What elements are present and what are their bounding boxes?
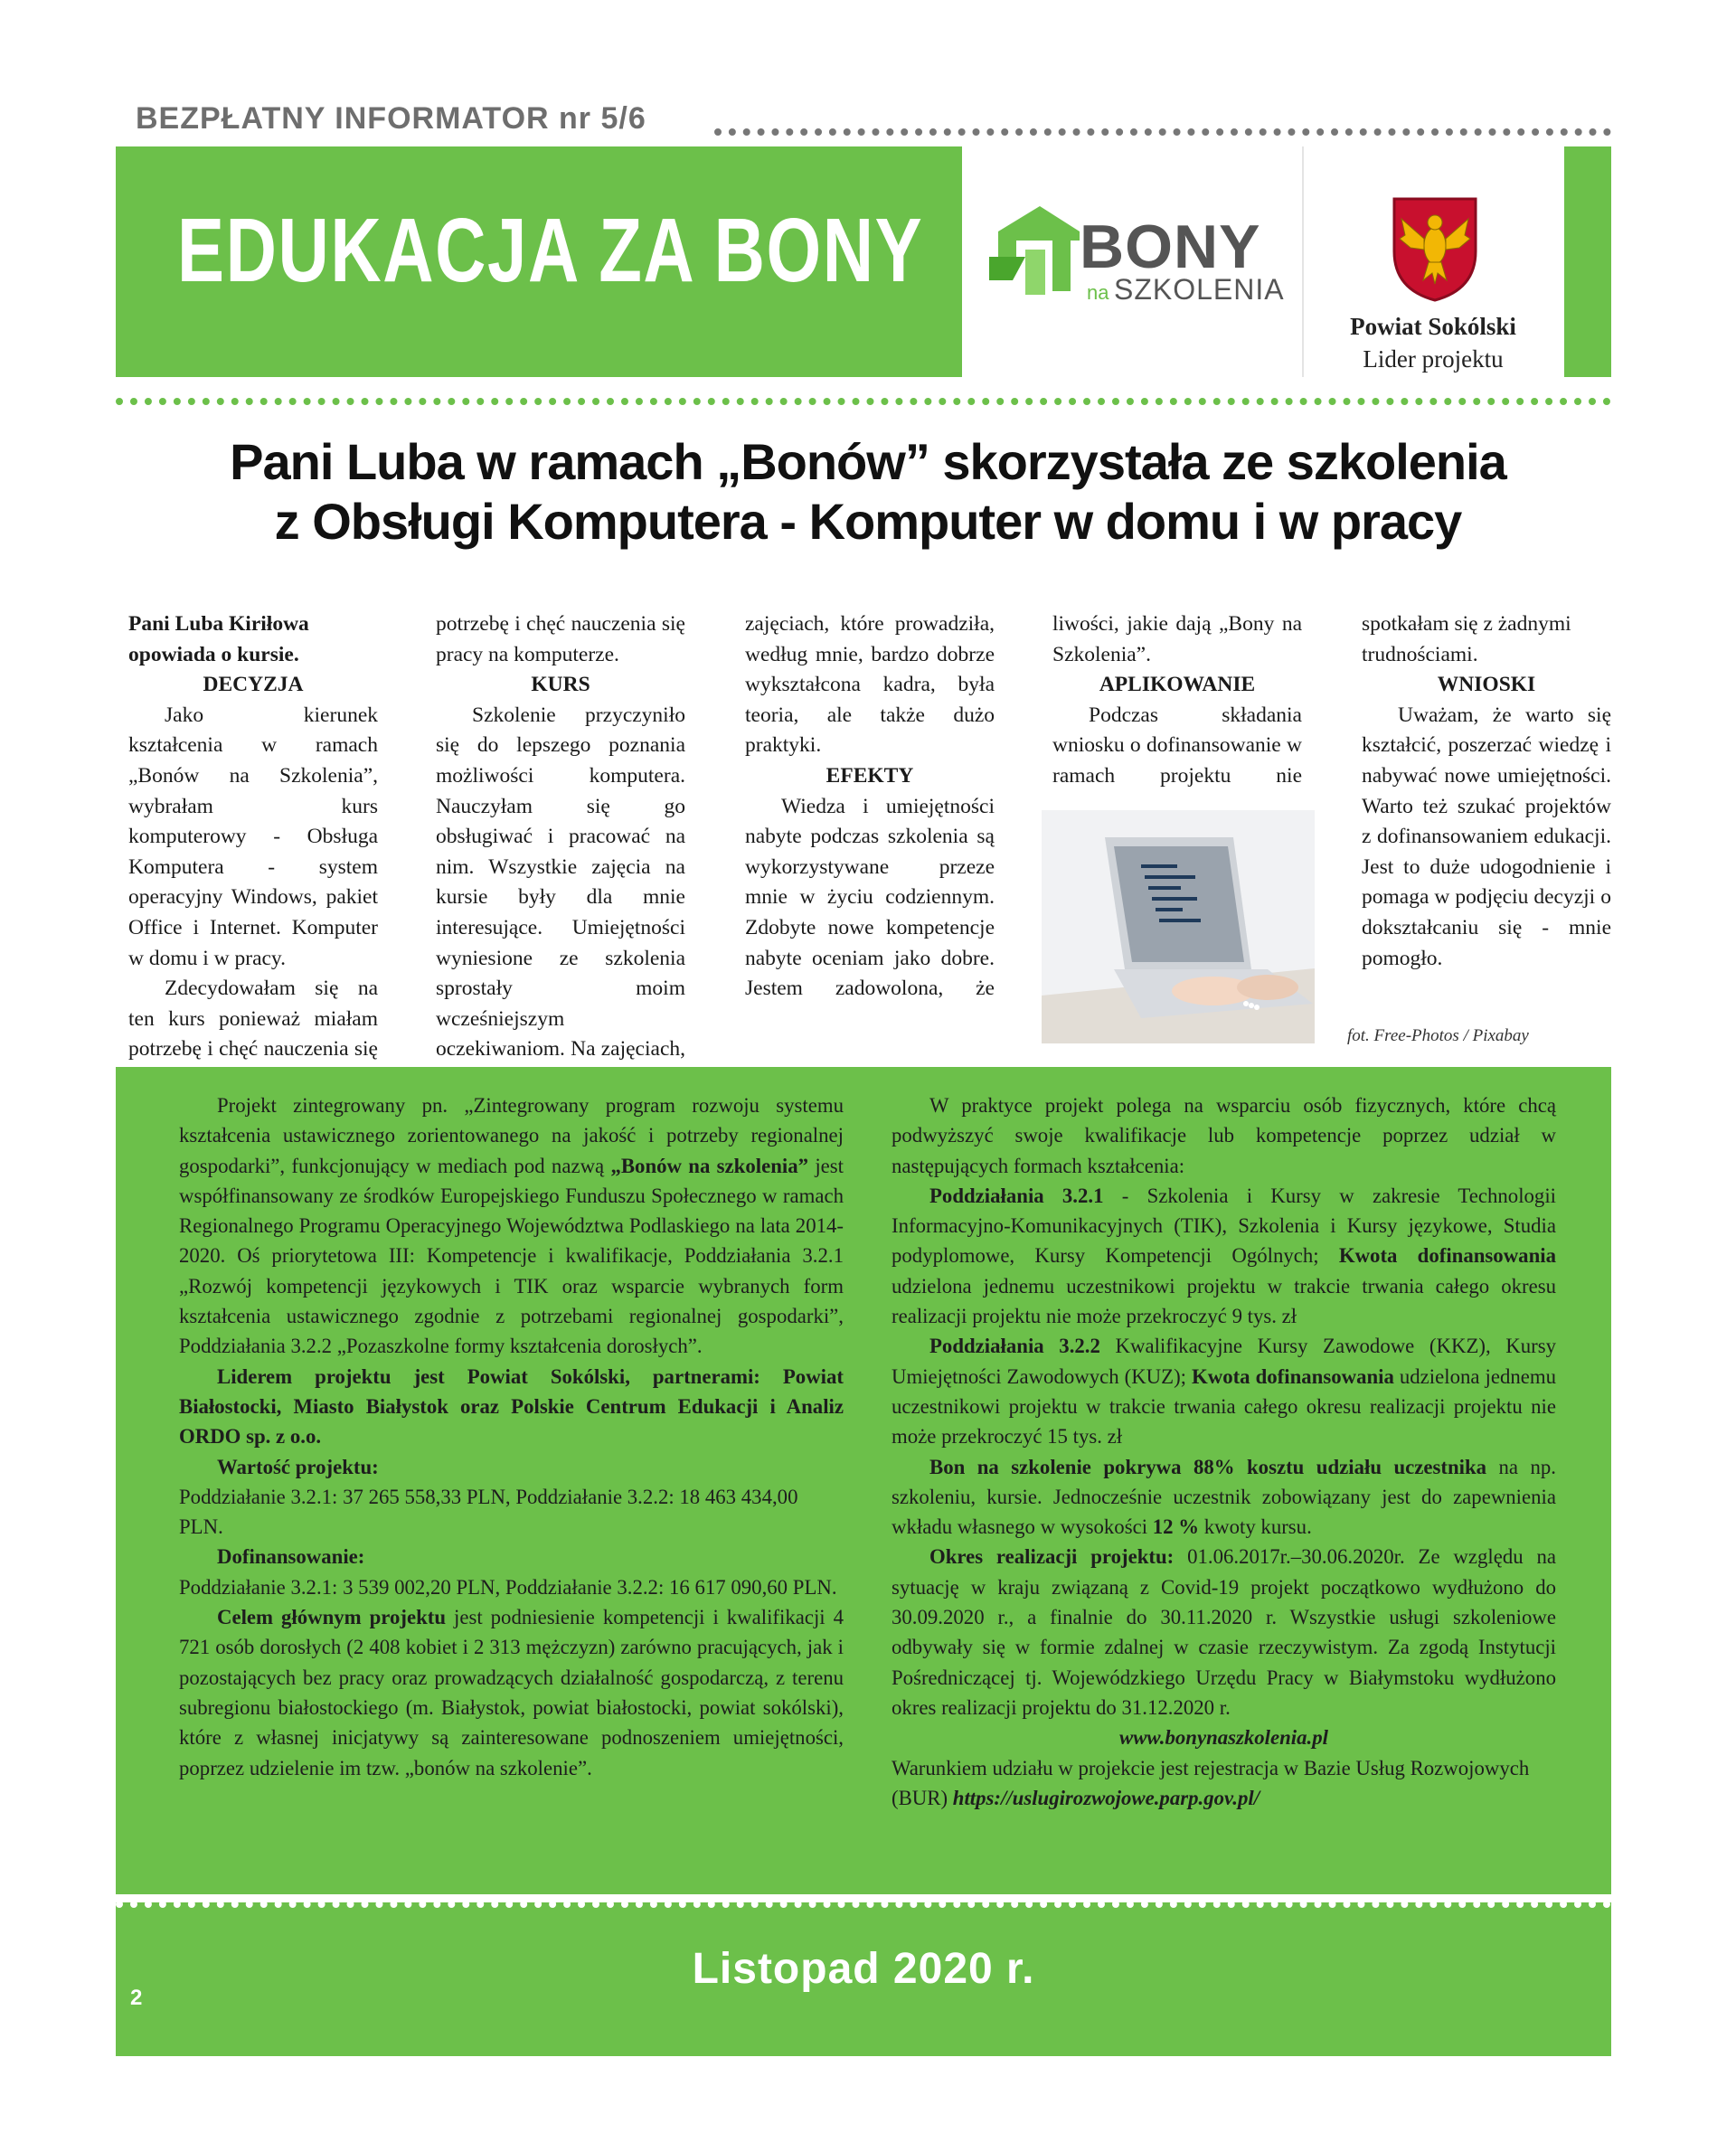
header-right-strip — [1564, 146, 1611, 377]
project-value-label: Wartość projektu: — [217, 1455, 379, 1478]
project-leader: Liderem projektu jest Powiat Sokólski, partnerami: Powiat Białostocki, Miasto Białystok oraz Polskie Centrum Edukacji i Analiz ORDO sp. z o.o. — [179, 1364, 844, 1449]
decyzja-paragraph-1: Jako kierunek kształcenia w ramach „Bonów na Szkolenia”, wybrałam kurs komputerowy - Obsługa Komputera - system operacyjny Windows, pakiet Office i Internet. Komputer w domu i w pracy. — [128, 703, 378, 970]
footer-date: Listopad 2020 r. — [692, 1945, 1035, 1993]
subaction-322-label: Poddziałania 3.2.2 — [929, 1335, 1100, 1358]
subaction-322-amount-text: udzielona jednemu uczestnikowi projektu w trakcie trwania całego okresu realizacji projektu nie może przekroczyć 15 tys. zł — [892, 1364, 1556, 1449]
bony-logo-szkolenia: SZKOLENIA — [1114, 273, 1285, 306]
subaction-321-label: Poddziałania 3.2.1 — [929, 1184, 1104, 1207]
crest-name: Powiat Sokólski — [1350, 313, 1516, 340]
article-intro: Pani Luba Kiriłowa opowiada o kursie. — [128, 612, 309, 666]
kurs-paragraph-continued: zajęciach, które prowadziła, według mnie, bardzo dobrze wykształcona kadra, była teoria, ale także dużo praktyki. — [745, 612, 995, 758]
powiat-sokolski-crest-icon — [1391, 195, 1479, 302]
efekty-paragraph-continued: liwości, jakie dają „Bony na Szkolenia”. — [1052, 612, 1302, 666]
article-column-1 — [128, 609, 378, 1064]
subaction-321-amount-text: udzielona jednemu uczestnikowi projektu w trakcie trwania całego okresu realizacji projektu nie może przekroczyć 9 tys. zł — [892, 1274, 1556, 1328]
informator-issue-label: BEZPŁATNY INFORMATOR nr 5/6 — [136, 101, 646, 136]
footer-dotted-rule — [116, 1901, 1611, 1908]
page-number: 2 — [130, 1986, 143, 2010]
aplikowanie-paragraph: Podczas składania wniosku o dofinansowanie w ramach projektu nie — [1052, 703, 1302, 788]
article-column-5 — [1362, 609, 1611, 974]
subaction-322-text: Kwalifikacyjne Kursy Zawodowe (KKZ), Kursy Umiejętności Zawodowych (KUZ); — [892, 1335, 1557, 1388]
project-info-right-column — [892, 1090, 1556, 1813]
project-goal-text: jest podniesienie kompetencji i kwalifikacji 4 721 osób dorosłych (2 408 kobiet i 2 313 mężczyzn) zarówno pracujących, jak i pozostających bez pracy oraz prowadzących działalność gospodarczą, z terenu subregionu białostockiego (m. Białystok, powiat białostocki, powiat sokólski), które z własnej inicjatywy są zainteresowane podnoszeniem umiejętności, poprzez udzielenie im tzw. „bonów na szkolenie”. — [179, 1606, 844, 1779]
kurs-paragraph: Szkolenie przyczyniło się do lepszego poznania możliwości komputera. Nauczyłam się go obsługiwać i pracować na nim. Wszystkie zajęcia na kursie były dla mnie interesujące. Umiejętności wyniesione ze szkolenia sprostały moim wcześniejszym oczekiwaniom. Na zajęciach, — [436, 703, 685, 1062]
project-funding-text: Poddziałanie 3.2.1: 3 539 002,20 PLN, Poddziałanie 3.2.2: 16 617 090,60 PLN. — [179, 1575, 837, 1599]
section-heading-efekty: EFEKTY — [826, 763, 914, 788]
project-value-text: Poddziałanie 3.2.1: 37 265 558,33 PLN, Poddziałanie 3.2.2: 18 463 434,00 PLN. — [179, 1485, 798, 1539]
own-contribution-percent: 12 % — [1152, 1515, 1200, 1539]
header-title: EDUKACJA ZA BONY — [177, 200, 924, 301]
article-column-2 — [436, 609, 685, 1066]
project-media-name: „Bonów na szkolenia” — [610, 1154, 809, 1177]
efekty-paragraph: Wiedza i umiejętności nabyte podczas szkolenia są wykorzystywane przeze mnie w życiu codziennym. Zdobyte nowe kompetencje nabyte oceniam jako dobre. Jestem zadowolona, że — [745, 794, 995, 1001]
crest-role: Lider projektu — [1363, 345, 1504, 373]
laptop-illustration-icon — [1042, 810, 1315, 1043]
bur-registration-text: Warunkiem udziału w projekcie jest rejestracja w Bazie Usług Rozwojowych (BUR) — [892, 1756, 1530, 1809]
article-headline — [145, 432, 1591, 552]
subaction-321 — [892, 1181, 1556, 1331]
section-heading-wnioski: WNIOSKI — [1437, 673, 1536, 697]
voucher-coverage — [892, 1452, 1556, 1543]
section-heading-decyzja: DECYZJA — [203, 673, 304, 697]
subaction-321-amount-label: Kwota dofinansowania — [1338, 1244, 1556, 1268]
project-period-label: Okres realizacji projektu: — [929, 1545, 1175, 1569]
voucher-coverage-label: Bon na szkolenie pokrywa 88% kosztu udziału uczestnika — [929, 1455, 1487, 1478]
project-description — [179, 1090, 844, 1362]
voucher-coverage-text: na np. szkoleniu, kursie. Jednocześnie uczestnik zobowiązany jest do zapewnienia wkładu własnego w wysokości — [892, 1455, 1556, 1539]
subaction-322-amount-label: Kwota dofinansowania — [1192, 1364, 1394, 1388]
subaction-321-text: - Szkolenia i Kursy w zakresie Technologii Informacyjno-Komunikacyjnych (TIK), Szkolenia i Kursy językowe, Studia podyplomowe, Kursy Kompetencji Ogólnych; — [892, 1184, 1556, 1268]
photo-credit: fot. Free-Photos / Pixabay — [1347, 1026, 1529, 1045]
bony-logo-na: na — [1087, 281, 1109, 304]
article-column-3 — [745, 609, 995, 1004]
project-goal — [179, 1602, 844, 1783]
bur-link[interactable]: https://uslugirozwojowe.parp.gov.pl/ — [952, 1786, 1260, 1809]
section-heading-aplikowanie: APLIKOWANIE — [1099, 673, 1256, 697]
bur-registration — [892, 1753, 1556, 1814]
project-funding-label: Dofinansowanie: — [217, 1545, 365, 1569]
project-practice: W praktyce projekt polega na wsparciu osób fizycznych, które chcą podwyższyć swoje kwalifikacje lub kompetencje poprzez udział w następujących formach kształcenia: — [892, 1094, 1556, 1177]
top-dotted-rule — [714, 128, 1611, 136]
decyzja-paragraph-2-continued: potrzebę i chęć nauczenia się pracy na komputerze. — [436, 612, 685, 666]
headline-line-2: z Obsługi Komputera - Komputer w domu i w pracy — [274, 493, 1462, 550]
wnioski-paragraph: Uważam, że warto się kształcić, poszerzać wiedzę i nabywać nowe umiejętności. Warto też szukać projektów z dofinansowaniem edukacji. Jest to duże udogodnienie i pomaga w podjęciu decyzji o dokształcaniu się - mnie pomogło. — [1362, 703, 1611, 970]
project-goal-label: Celem głównym projektu — [217, 1606, 447, 1629]
project-period — [892, 1542, 1556, 1722]
section-heading-kurs: KURS — [531, 673, 590, 697]
laptop-typing-photo — [1042, 810, 1315, 1043]
project-description-text: Projekt zintegrowany pn. „Zintegrowany program rozwoju systemu kształcenia ustawicznego zorientowanego na jakość i potrzeby regionalnej gospodarki”, funkcjonujący w mediach pod nazwą — [179, 1094, 844, 1177]
voucher-coverage-tail: kwoty kursu. — [1199, 1515, 1312, 1539]
article-column-4 — [1052, 609, 1302, 791]
project-period-text: 01.06.2017r.–30.06.2020r. Ze względu na sytuację w kraju związaną z Covid-19 projekt początkowo wydłużono do 30.09.2020 r., a finalnie do 30.11.2020 r. Wszystkie usługi szkoleniowe odbywały się w formie zdalnej w czasie rzeczywistym. Za zgodą Instytucji Pośredniczącej tj. Wojewódzkiego Urzędu Pracy w Białymstoku wydłużono okres realizacji projektu do 31.12.2020 r. — [892, 1545, 1556, 1719]
header-bottom-dotted-rule — [116, 398, 1611, 405]
aplikowanie-paragraph-continued: spotkałam się z żadnymi trudnościami. — [1362, 612, 1571, 666]
project-description-text-2: jest współfinansowany ze środków Europejskiego Funduszu Społecznego w ramach Regionalnego Programu Operacyjnego Województwa Podlaskiego na lata 2014-2020. Oś priorytetowa III: Kompetencje i kwalifikacje, Poddziałania 3.2.1 „Rozwój kompetencji językowych i TIK oraz wsparcie wybranych form kształcenia ustawicznego zgodnie z potrzebami regionalnej gospodarki”, Poddziałania 3.2.2 „Pozaszkolne formy kształcenia dorosłych”. — [179, 1154, 844, 1358]
headline-line-1: Pani Luba w ramach „Bonów” skorzystała ze szkolenia — [230, 433, 1506, 490]
bony-logo-word: BONY — [1080, 212, 1261, 281]
project-info-left-column — [179, 1090, 844, 1783]
bony-arrow-logo-icon — [989, 204, 1080, 304]
project-website-link[interactable]: www.bonynaszkolenia.pl — [1119, 1726, 1328, 1750]
subaction-322 — [892, 1331, 1556, 1451]
decyzja-paragraph-2: Zdecydowałam się na ten kurs ponieważ miałam potrzebę i chęć nauczenia się — [128, 977, 378, 1062]
